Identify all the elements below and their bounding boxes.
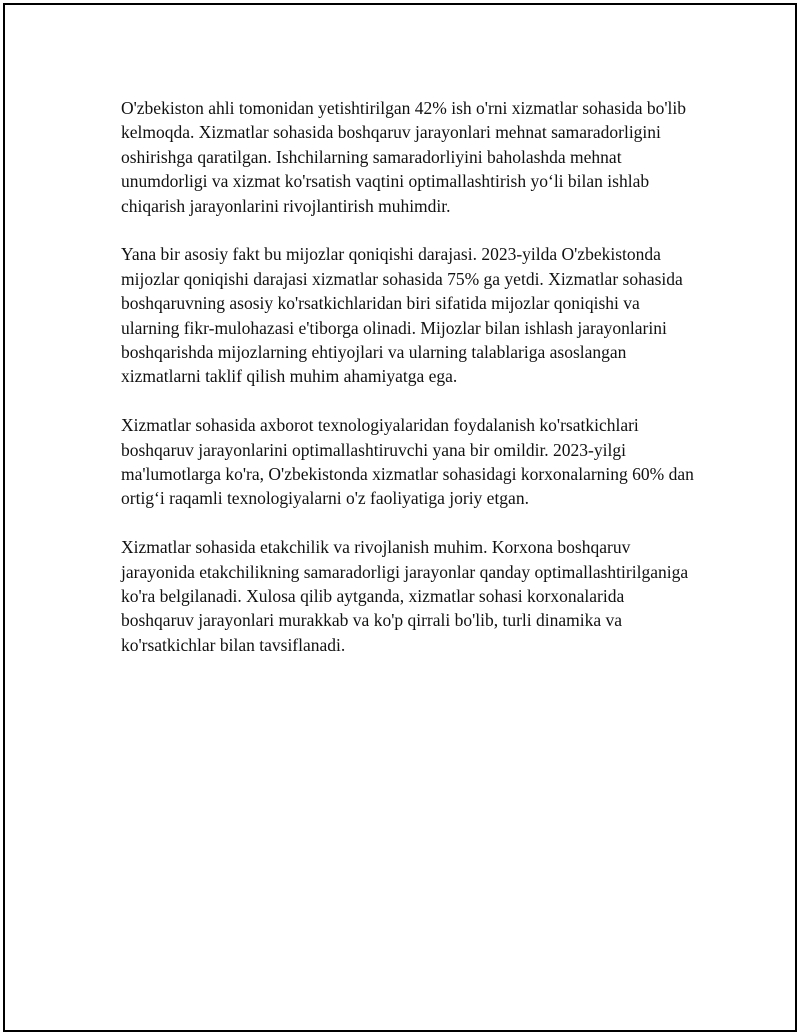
paragraph-3: Xizmatlar sohasida axborot texnologiyalaridan foydalanish ko'rsatkichlari boshqaruv jarayonlarini optimallashtiruvchi yana bir omildir. 2023-yilgi ma'lumotlarga ko'ra, O'zbekistonda xizmatlar sohasidagi korxonalarning 60% dan ortig‘i raqamli texnologiyalarni o'z faoliyatiga joriy etgan. [121,415,694,509]
document-body [121,96,695,682]
paragraph-1: O'zbekiston ahli tomonidan yetishtirilgan 42% ish o'rni xizmatlar sohasida bo'lib kelmoqda. Xizmatlar sohasida boshqaruv jarayonlari mehnat samaradorligini oshirishga qaratilgan. Ishchilarning samaradorliyini baholashda mehnat unumdorligi va xizmat ko'rsatish vaqtini optimallashtirish yo‘li bilan ishlab chiqarish jarayonlarini rivojlantirish muhimdir. [121,98,686,216]
paragraph-4: Xizmatlar sohasida etakchilik va rivojlanish muhim. Korxona boshqaruv jarayonida etakchilikning samaradorligi jarayonlar qanday optimallashtirilganiga ko'ra belgilanadi. Xulosa qilib aytganda, xizmatlar sohasi korxonalarida boshqaruv jarayonlari murakkab va ko'p qirrali bo'lib, turli dinamika va ko'rsatkichlar bilan tavsiflanadi. [121,537,689,655]
document-page [3,3,797,1032]
paragraph-2: Yana bir asosiy fakt bu mijozlar qoniqishi darajasi. 2023-yilda O'zbekistonda mijozlar qoniqishi darajasi xizmatlar sohasida 75% ga yetdi. Xizmatlar sohasida boshqaruvning asosiy ko'rsatkichlaridan biri sifatida mijozlar qoniqishi va ularning fikr-mulohazasi e'tiborga olinadi. Mijozlar bilan ishlash jarayonlarini boshqarishda mijozlarning ehtiyojlari va ularning talablariga asoslangan xizmatlarni taklif qilish muhim ahamiyatga ega. [121,244,683,387]
